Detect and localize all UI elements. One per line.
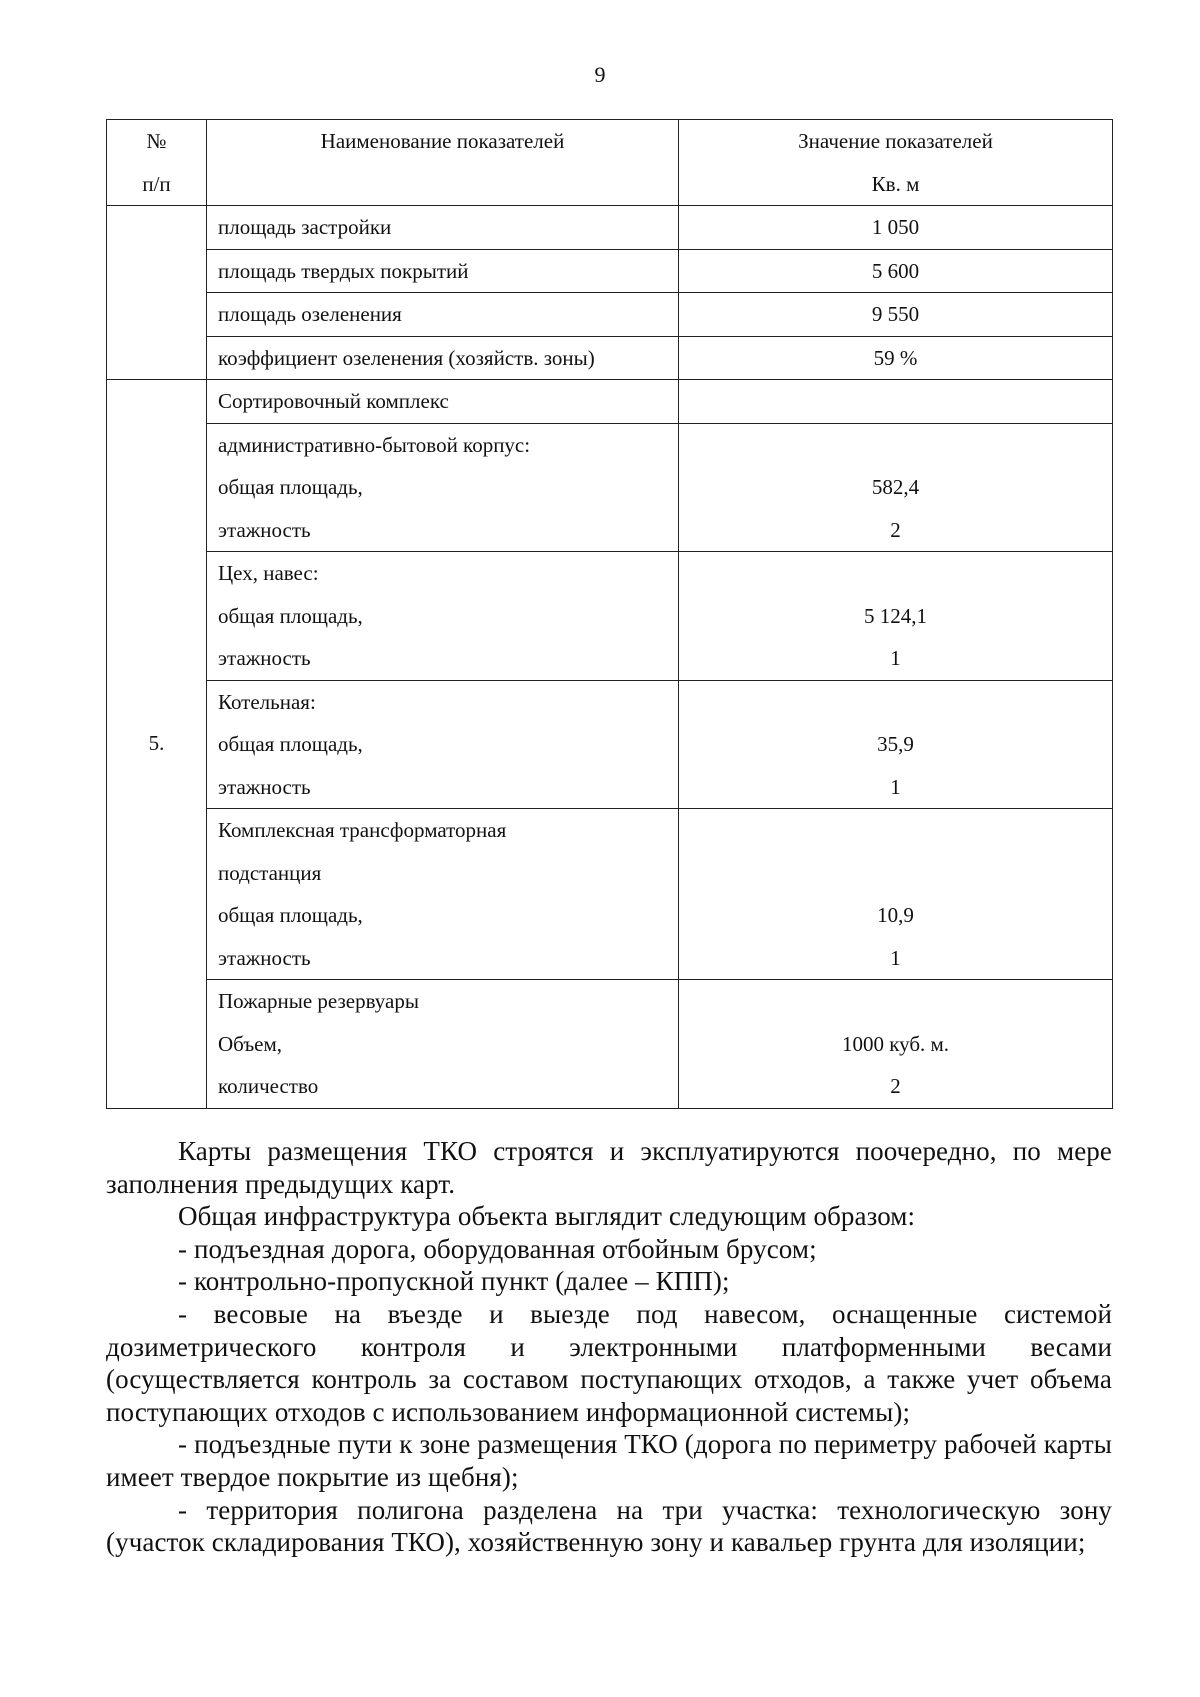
- fire-tanks-title: Пожарные резервуары: [218, 989, 419, 1013]
- substation-floors-label: этажность: [218, 945, 311, 970]
- admin-building-title: административно-бытовой корпус:: [218, 432, 531, 457]
- body-text: [106, 1135, 1112, 1559]
- sorting-complex-title: Сортировочный комплекс: [218, 389, 449, 413]
- page-number: 9: [594, 62, 606, 87]
- table-row: [107, 249, 1113, 293]
- fire-volume-label: Объем,: [218, 1031, 283, 1056]
- list-item: - контрольно-пропускной пункт (далее – КПП);: [178, 1266, 730, 1297]
- header-number-cell: [107, 120, 207, 206]
- table-row: [107, 423, 1113, 552]
- table-row: [107, 680, 1113, 809]
- boiler-area-value: 35,9: [877, 732, 914, 756]
- table-row: [107, 293, 1113, 337]
- list-item: - подъездная дорога, оборудованная отбойным брусом;: [178, 1233, 817, 1264]
- table-row: [107, 206, 1113, 250]
- workshop-floors-label: этажность: [218, 646, 311, 670]
- list-item: - территория полигона разделена на три участка: технологическую зону (участок складирования ТКО), хозяйственную зону и кавальер грунта для изоляции;: [106, 1494, 1112, 1558]
- header-name-cell: [207, 120, 679, 206]
- row-label: площадь озеленения: [218, 302, 402, 326]
- paragraph: Карты размещения ТКО строятся и эксплуатируются поочередно, по мере заполнения предыдущих карт.: [106, 1136, 1112, 1199]
- workshop-area-label: общая площадь,: [218, 603, 363, 628]
- table-row: [107, 380, 1113, 424]
- boiler-title: Котельная:: [218, 689, 316, 714]
- table-row: [107, 809, 1113, 980]
- table-row: [107, 980, 1113, 1109]
- workshop-title: Цех, навес:: [218, 561, 319, 585]
- header-num-symbol: №: [146, 129, 167, 153]
- substation-title-cont: подстанция: [218, 860, 322, 885]
- header-value: Значение показателей: [798, 129, 993, 153]
- admin-area-value: 582,4: [871, 475, 920, 499]
- list-item: - весовые на въезде и выезде под навесом, оснащенные системой дозиметрического контроля и электронными платформенными весами (осуществляется контроль за составом поступающих отходов, а также учет объема поступающих отходов с использованием информационной системы);: [106, 1298, 1112, 1427]
- admin-floors-label: этажность: [218, 517, 311, 542]
- fire-count-label: количество: [218, 1074, 319, 1098]
- row-label: площадь застройки: [218, 215, 392, 239]
- table-row: [107, 552, 1113, 681]
- admin-area-label: общая площадь,: [218, 475, 363, 499]
- row-value: 59 %: [873, 345, 918, 370]
- boiler-floors-value: 1: [890, 774, 901, 799]
- workshop-floors-value: 1: [890, 646, 901, 670]
- workshop-area-value: 5 124,1: [864, 603, 927, 628]
- substation-area-label: общая площадь,: [218, 903, 363, 927]
- paragraph: Общая инфраструктура объекта выглядит следующим образом:: [178, 1201, 916, 1232]
- table-header-row: [107, 120, 1113, 206]
- header-num-abbrev: п/п: [142, 171, 171, 196]
- table-row: [107, 336, 1113, 380]
- group-number: 5.: [107, 380, 207, 1109]
- fire-count-value: 2: [890, 1074, 901, 1098]
- row-value: 5 600: [871, 258, 920, 283]
- substation-title: Комплексная трансформаторная: [218, 818, 507, 842]
- row-label: площадь твердых покрытий: [218, 258, 469, 283]
- boiler-floors-label: этажность: [218, 774, 311, 799]
- empty-number-cell: [107, 206, 207, 380]
- header-name: Наименование показателей: [320, 129, 565, 153]
- admin-floors-value: 2: [890, 517, 901, 542]
- boiler-area-label: общая площадь,: [218, 732, 363, 756]
- row-value: 1 050: [871, 215, 920, 239]
- substation-area-value: 10,9: [877, 903, 914, 927]
- row-label: коэффициент озеленения (хозяйств. зоны): [218, 345, 595, 370]
- list-item: - подъездные пути к зоне размещения ТКО (дорога по периметру рабочей карты имеет твердое покрытие из щебня);: [106, 1429, 1112, 1492]
- substation-floors-value: 1: [890, 945, 901, 970]
- row-value: 9 550: [871, 302, 920, 326]
- indicators-table: [106, 119, 1113, 1109]
- header-unit: Кв. м: [871, 171, 920, 196]
- fire-volume-value: 1000 куб. м.: [841, 1031, 950, 1056]
- header-value-cell: [679, 120, 1113, 206]
